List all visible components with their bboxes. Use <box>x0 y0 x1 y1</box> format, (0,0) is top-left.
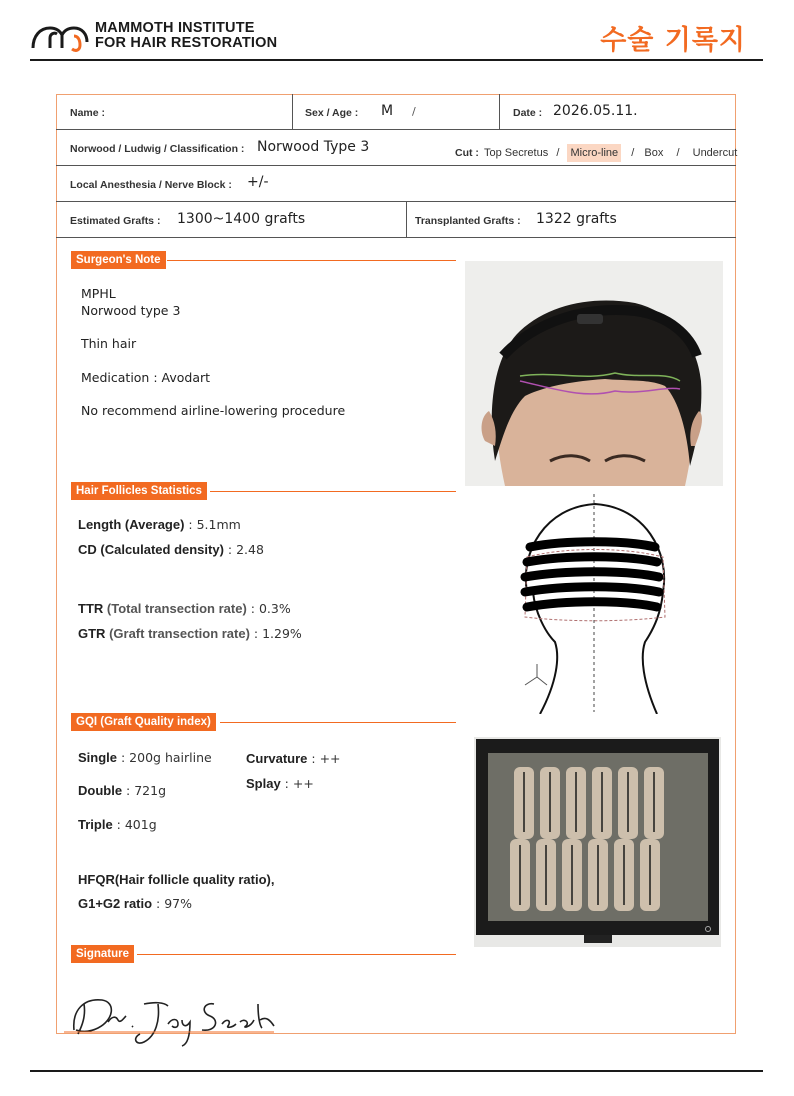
donor-area-diagram <box>505 492 685 714</box>
cut-option-micro-line[interactable]: Micro-line <box>567 144 621 162</box>
gqi-hfqr-title: HFQR(Hair follicle quality ratio), <box>78 872 275 887</box>
cut-option-top-secretus[interactable]: Top Secretus <box>484 147 549 159</box>
graft-microscope-monitor <box>474 737 721 947</box>
gqi-curvature: Curvature : ++ <box>246 751 341 766</box>
sex-value[interactable]: M <box>381 103 394 119</box>
gqi-hfqr-ratio: G1+G2 ratio : 97% <box>78 896 193 911</box>
sex-age-label: Sex / Age : <box>305 107 359 119</box>
cut-option-box[interactable]: Box <box>644 147 664 159</box>
stat-length: Length (Average) : 5.1mm <box>78 517 241 532</box>
note-line: Thin hair <box>81 336 137 351</box>
row-grafts <box>56 202 736 238</box>
cut-options: Cut : Top Secretus / Micro-line / Box / Undercut <box>455 141 737 160</box>
anesthesia-label: Local Anesthesia / Nerve Block : <box>70 179 232 191</box>
sex-age-separator: / <box>412 105 416 118</box>
row-name-sex-date <box>56 94 736 130</box>
section-signature <box>71 945 456 963</box>
estimated-grafts-label: Estimated Grafts : <box>70 215 161 227</box>
gqi-single: Single : 200g hairline <box>78 750 212 765</box>
document-title: 수술 기록지 <box>600 25 746 56</box>
top-divider <box>30 59 763 61</box>
stat-cd: CD (Calculated density) : 2.48 <box>78 542 264 557</box>
gqi-splay: Splay : ++ <box>246 776 314 791</box>
section-gqi <box>71 713 456 731</box>
cut-option-undercut[interactable]: Undercut <box>692 147 738 159</box>
patient-hairline-photo <box>465 261 723 486</box>
logo-text: MAMMOTH INSTITUTE FOR HAIR RESTORATION <box>95 20 278 51</box>
gqi-double: Double : 721g <box>78 783 167 798</box>
note-line: MPHL <box>81 286 116 301</box>
note-line: Norwood type 3 <box>81 303 181 318</box>
section-title: Hair Follicles Statistics <box>71 482 207 500</box>
cut-label: Cut : <box>455 147 479 159</box>
date-value[interactable]: 2026.05.11. <box>553 103 638 119</box>
section-title: GQI (Graft Quality index) <box>71 713 216 731</box>
classification-label: Norwood / Ludwig / Classification : <box>70 143 245 155</box>
row-anesthesia <box>56 166 736 202</box>
section-title: Surgeon's Note <box>71 251 166 269</box>
anesthesia-value[interactable]: +/- <box>247 174 269 190</box>
note-line: No recommend airline-lowering procedure <box>81 403 346 418</box>
date-label: Date : <box>513 107 543 119</box>
estimated-grafts-value[interactable]: 1300~1400 grafts <box>177 211 306 227</box>
handwritten-signature <box>64 990 284 1050</box>
stat-gtr: GTR (Graft transection rate) : 1.29% <box>78 626 302 641</box>
name-label: Name : <box>70 107 106 119</box>
gqi-triple: Triple : 401g <box>78 817 157 832</box>
transplanted-grafts-label: Transplanted Grafts : <box>415 215 521 227</box>
bottom-divider <box>30 1070 763 1072</box>
classification-value[interactable]: Norwood Type 3 <box>257 139 370 155</box>
section-hair-follicles-statistics <box>71 482 456 500</box>
mammoth-logo-icon <box>30 18 90 54</box>
section-title: Signature <box>71 945 134 963</box>
transplanted-grafts-value[interactable]: 1322 grafts <box>536 211 617 227</box>
note-line: Medication : Avodart <box>81 370 211 385</box>
row-classification-cut <box>56 130 736 166</box>
section-surgeons-note <box>71 251 456 269</box>
stat-ttr: TTR (Total transection rate) : 0.3% <box>78 601 291 616</box>
